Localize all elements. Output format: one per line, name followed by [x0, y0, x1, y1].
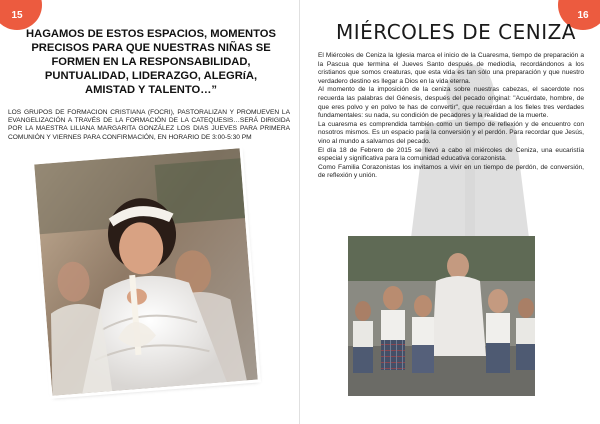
- intro-paragraph: LOS GRUPOS DE FORMACION CRISTIANA (FOCRI), PASTORALIZAN Y PROMUEVEN LA EVANGELIZACIÓN A TRAVÉS DE LA FORMACIÓN DE LA CATEQUESIS…SERÁ DIRIGIDA POR LA MAESTRA LILIANA MARGARITA GONZÁLEZ LOS DIAS JUEVES PARA PRIMERA COMUNIÓN Y VIERNES PARA CONFIRMACIÓN, EN HORARIO DE 3:00-5:30 PM: [8, 109, 290, 141]
- article-paragraph: El día 18 de Febrero de 2015 se llevó a cabo el miércoles de Ceniza, una eucaristía especial y significativa para la comunidad educativa corazonista.: [318, 146, 584, 163]
- article-paragraph: El Miércoles de Ceniza la Iglesia marca el inicio de la Cuaresma, tiempo de preparación a la Pascua que termina el Jueves Santo después de mediodía, recordándonos a los cristianos que somos creaturas, que esta vida es tan sólo una preparación y que nuestro verdadero destino es llegar a Dios en la vida eterna.: [318, 52, 584, 85]
- headline: HAGAMOS DE ESTOS ESPACIOS, MOMENTOS PRECISOS PARA QUE NUESTRAS NIÑAS SE FORMEN EN LA RESPONSABILIDAD, PUNTUALIDAD, LIDERAZGO, ALEGRíA, AMISTAD Y TALENTO…”: [26, 28, 276, 96]
- first-communion-photo-image: [34, 148, 258, 395]
- article-paragraph: Al momento de la imposición de la ceniza sobre nuestras cabezas, el sacerdote nos recuerda las palabras del Génesis, después del pecado original: "Acuérdate, hombre, de que eres polvo y en polvo te has de convertir", que recuerdan a los fieles tres verdades fundamentales: su nada, su condición de pecadores y la realidad de la muerte.: [318, 86, 584, 120]
- ash-wednesday-photo-image: [348, 236, 535, 396]
- first-communion-photo: [34, 148, 258, 395]
- page-number-left: 15: [11, 10, 23, 21]
- article-paragraph: Como Familia Corazonistas los invitamos a vivir en un tiempo de perdón, de conversión, de reflexión y unión.: [318, 163, 584, 180]
- article-paragraph: La cuaresma es comprendida también como un tiempo de reflexión y de encuentro con nosotros mismos. Es un espacio para la conversión y el perdón. Para recordar que Jesús, vino al mundo a salvarnos del pecado.: [318, 120, 584, 145]
- ash-wednesday-photo: [348, 236, 535, 396]
- page-number-badge-left: [0, 0, 42, 30]
- article-body: [318, 52, 584, 181]
- page-title: MIÉRCOLES DE CENIZA: [336, 20, 576, 44]
- page-number-right: 16: [577, 10, 589, 21]
